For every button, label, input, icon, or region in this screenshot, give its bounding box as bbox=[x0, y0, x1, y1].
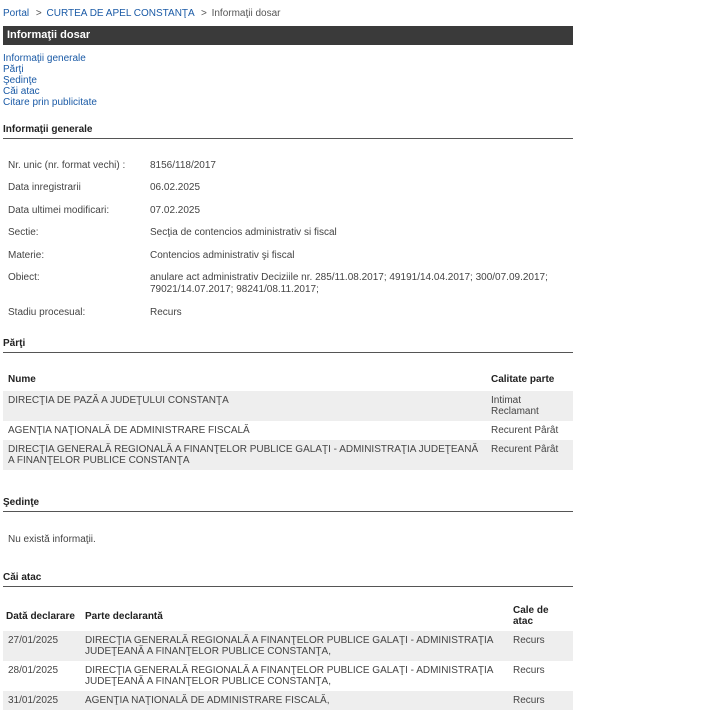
page-title: Informaţii dosar bbox=[3, 26, 573, 45]
table-header-row bbox=[3, 601, 573, 631]
breadcrumb-court-link[interactable]: CURTEA DE APEL CONSTANŢA bbox=[46, 8, 195, 19]
table-header-row bbox=[3, 367, 573, 391]
column-header-type: Cale de atac bbox=[513, 605, 549, 627]
party-role: Recurent Pârât bbox=[486, 440, 573, 470]
parties-table bbox=[3, 367, 573, 470]
appeal-type: Recurs bbox=[508, 691, 573, 710]
appeals-table bbox=[3, 601, 573, 710]
column-header-date: Dată declarare bbox=[6, 610, 75, 622]
column-header-role: Calitate parte bbox=[491, 373, 555, 385]
toc-link-appeals[interactable]: Căi atac bbox=[3, 86, 40, 97]
party-role: Intimat Reclamant bbox=[486, 391, 573, 421]
section-heading-hearings: Şedinţe bbox=[3, 497, 573, 512]
info-value: Contencios administrativ şi fiscal bbox=[150, 250, 295, 261]
appeal-date: 31/01/2025 bbox=[3, 691, 80, 710]
party-name: DIRECŢIA GENERALĂ REGIONALĂ A FINANŢELOR PUBLICE GALAŢI - ADMINISTRAŢIA JUDEŢEANĂ A FINANŢELOR PUBLICE CONSTANŢA bbox=[3, 440, 486, 470]
info-value: 07.02.2025 bbox=[150, 205, 201, 216]
appeal-party: AGENŢIA NAŢIONALĂ DE ADMINISTRARE FISCALĂ, bbox=[80, 691, 508, 710]
info-value: Secţia de contencios administrativ si fiscal bbox=[150, 227, 337, 238]
info-label: Data inregistrarii bbox=[8, 182, 81, 193]
toc-link-parties[interactable]: Părţi bbox=[3, 64, 24, 75]
table-row bbox=[3, 440, 573, 470]
info-value: 8156/118/2017 bbox=[150, 160, 216, 171]
info-value: Recurs bbox=[150, 307, 182, 318]
table-row bbox=[3, 691, 573, 710]
appeal-type: Recurs bbox=[508, 631, 573, 661]
hearings-empty-message: Nu există informaţii. bbox=[8, 534, 96, 545]
section-heading-parties: Părţi bbox=[3, 338, 573, 353]
info-label: Stadiu procesual: bbox=[8, 307, 86, 318]
info-label: Nr. unic (nr. format vechi) : bbox=[8, 160, 126, 171]
toc-link-hearings[interactable]: Şedinţe bbox=[3, 75, 37, 86]
appeal-date: 28/01/2025 bbox=[8, 665, 59, 676]
breadcrumb-separator: > bbox=[35, 8, 42, 19]
section-nav bbox=[3, 53, 97, 108]
table-row bbox=[3, 421, 573, 440]
party-role: Recurent Pârât bbox=[491, 425, 559, 436]
info-label: Obiect: bbox=[8, 272, 40, 283]
breadcrumb-current: Informaţii dosar bbox=[211, 8, 281, 19]
table-row bbox=[3, 391, 573, 421]
breadcrumb-separator: > bbox=[200, 8, 207, 19]
toc-link-general[interactable]: Informaţii generale bbox=[3, 53, 86, 64]
table-row bbox=[3, 631, 573, 661]
info-label: Data ultimei modificari: bbox=[8, 205, 110, 216]
section-heading-appeals: Căi atac bbox=[3, 572, 573, 587]
info-value: anulare act administrativ Deciziile nr. 285/11.08.2017; 49191/14.04.2017; 300/07.09.2017; 79021/14.07.2017; 98241/08.11.2017; bbox=[150, 272, 548, 295]
section-heading-general: Informaţii generale bbox=[3, 124, 573, 139]
info-label: Materie: bbox=[8, 250, 45, 261]
info-value: 06.02.2025 bbox=[150, 182, 201, 193]
breadcrumb-portal-link[interactable]: Portal bbox=[3, 8, 30, 19]
breadcrumb bbox=[3, 8, 281, 19]
info-label: Sectie: bbox=[8, 227, 39, 238]
toc-link-publication[interactable]: Citare prin publicitate bbox=[3, 97, 97, 108]
party-name: DIRECŢIA DE PAZĂ A JUDEŢULUI CONSTANŢA bbox=[3, 391, 486, 421]
party-name: AGENŢIA NAŢIONALĂ DE ADMINISTRARE FISCALĂ bbox=[8, 425, 250, 436]
table-row bbox=[3, 661, 573, 691]
appeal-party: DIRECŢIA GENERALĂ REGIONALĂ A FINANŢELOR PUBLICE GALAŢI - ADMINISTRAŢIA JUDEŢEANĂ A FINANŢELOR PUBLICE CONSTANŢA, bbox=[85, 665, 493, 687]
appeal-date: 27/01/2025 bbox=[3, 631, 80, 661]
appeal-type: Recurs bbox=[513, 665, 545, 676]
appeal-party: DIRECŢIA GENERALĂ REGIONALĂ A FINANŢELOR PUBLICE GALAŢI - ADMINISTRAŢIA JUDEŢEANĂ A FINANŢELOR PUBLICE CONSTANŢA, bbox=[80, 631, 508, 661]
column-header-name: Nume bbox=[8, 373, 36, 385]
column-header-party: Parte declarantă bbox=[85, 610, 163, 622]
